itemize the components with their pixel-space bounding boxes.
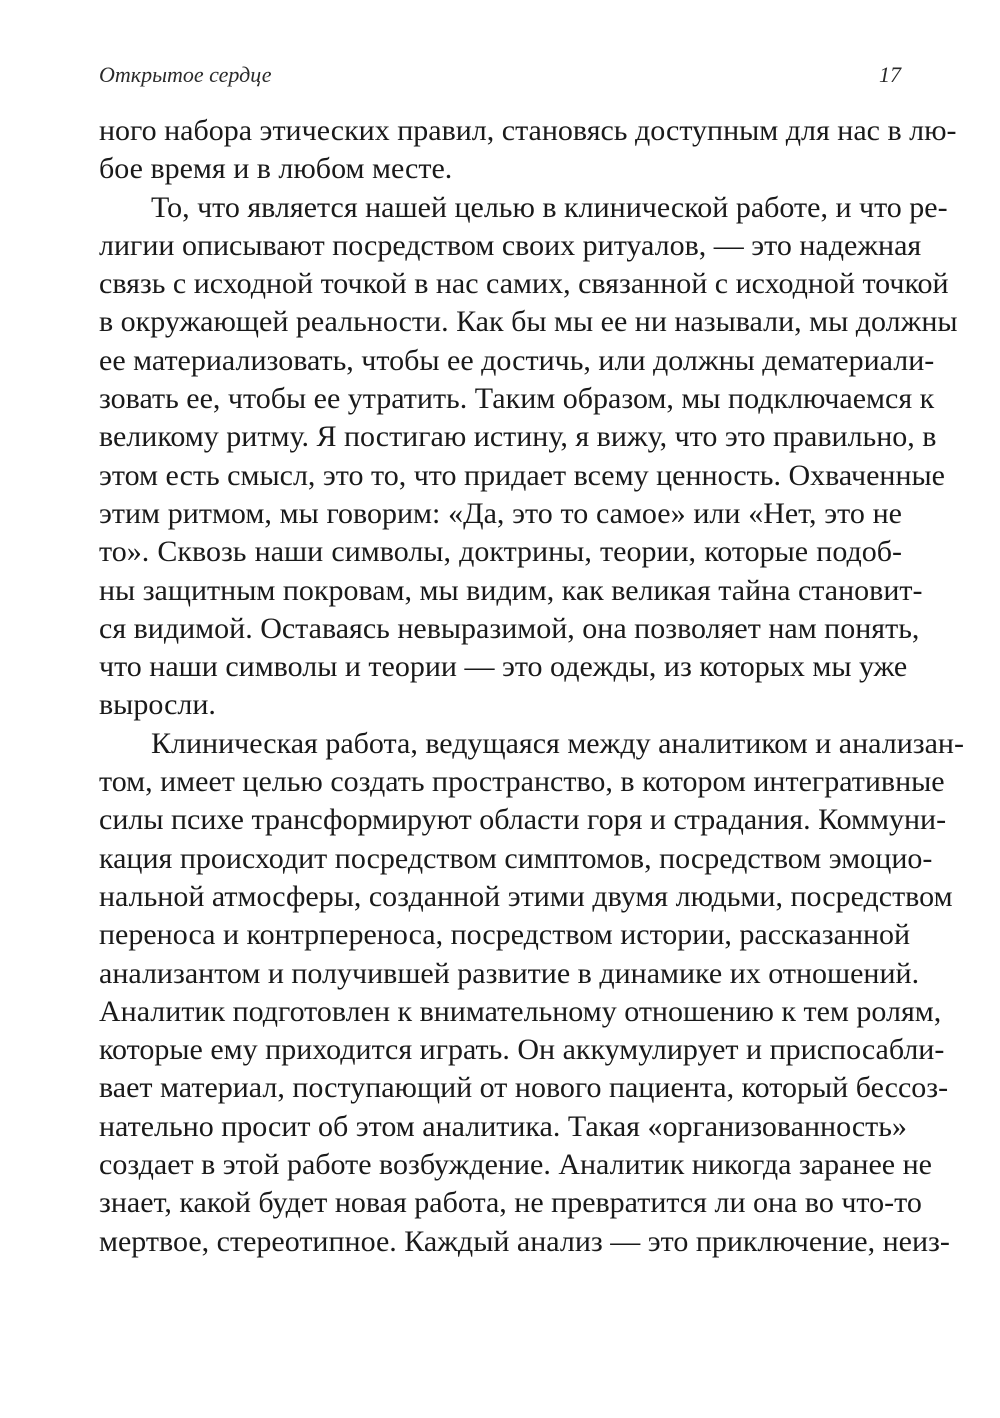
text-line: То, что является нашей целью в клинической работе, и что ре- [151, 190, 948, 224]
body-text [99, 112, 964, 1261]
text-line: в окружающей реальности. Как бы мы ее ни называли, мы должны [99, 305, 958, 339]
text-line: этим ритмом, мы говорим: «Да, это то самое» или «Нет, это не [99, 496, 902, 530]
running-header [99, 52, 901, 92]
text-line: этом есть смысл, это то, что придает всему ценность. Охваченные [99, 458, 945, 492]
text-line: ны защитным покровам, мы видим, как великая тайна становит- [99, 573, 923, 607]
text-line: которые ему приходится играть. Он аккумулирует и приспосабли- [99, 1033, 945, 1067]
text-line: мертвое, стереотипное. Каждый анализ — это приключение, неиз- [99, 1224, 950, 1258]
text-line: Клиническая работа, ведущаяся между аналитиком и анализан- [151, 726, 964, 760]
text-line: ся видимой. Оставаясь невыразимой, она позволяет нам понять, [99, 611, 920, 645]
text-line: что наши символы и теории — это одежды, из которых мы уже [99, 650, 908, 684]
text-line: Аналитик подготовлен к внимательному отношению к тем ролям, [99, 994, 942, 1028]
book-title: Открытое сердце [99, 62, 272, 87]
text-line: силы психе трансформируют области горя и страдания. Коммуни- [99, 803, 947, 837]
text-line: знает, какой будет новая работа, не превратится ли она во что-то [99, 1186, 922, 1220]
text-line: то». Сквозь наши символы, доктрины, теории, которые подоб- [99, 535, 902, 569]
text-line: создает в этой работе возбуждение. Аналитик никогда заранее не [99, 1148, 932, 1182]
text-line: кация происходит посредством симптомов, посредством эмоцио- [99, 841, 933, 875]
text-line: ного набора этических правил, становясь доступным для нас в лю- [99, 114, 957, 147]
text-line: бое время и в любом месте. [99, 152, 453, 186]
text-line: нательно просит об этом аналитика. Такая «организованность» [99, 1109, 907, 1143]
text-line: переноса и контрпереноса, посредством истории, рассказанной [99, 918, 911, 952]
text-line: лигии описывают посредством своих ритуалов, — это надежная [99, 228, 922, 262]
page-number: 17 [879, 62, 901, 87]
text-line: анализантом и получившей развитие в динамике их отношений. [99, 956, 920, 990]
text-line: связь с исходной точкой в нас самих, связанной с исходной точкой [99, 267, 949, 301]
text-line: нальной атмосферы, созданной этими двумя людьми, посредством [99, 879, 953, 913]
text-line: зовать ее, чтобы ее утратить. Таким образом, мы подключаемся к [99, 382, 935, 416]
text-line: выросли. [99, 688, 216, 722]
text-line: ее материализовать, чтобы ее достичь, или должны дематериали- [99, 343, 935, 377]
text-line: великому ритму. Я постигаю истину, я вижу, что это правильно, в [99, 420, 937, 454]
text-line: вает материал, поступающий от нового пациента, который бессоз- [99, 1071, 949, 1105]
text-line: том, имеет целью создать пространство, в котором интегративные [99, 765, 945, 799]
